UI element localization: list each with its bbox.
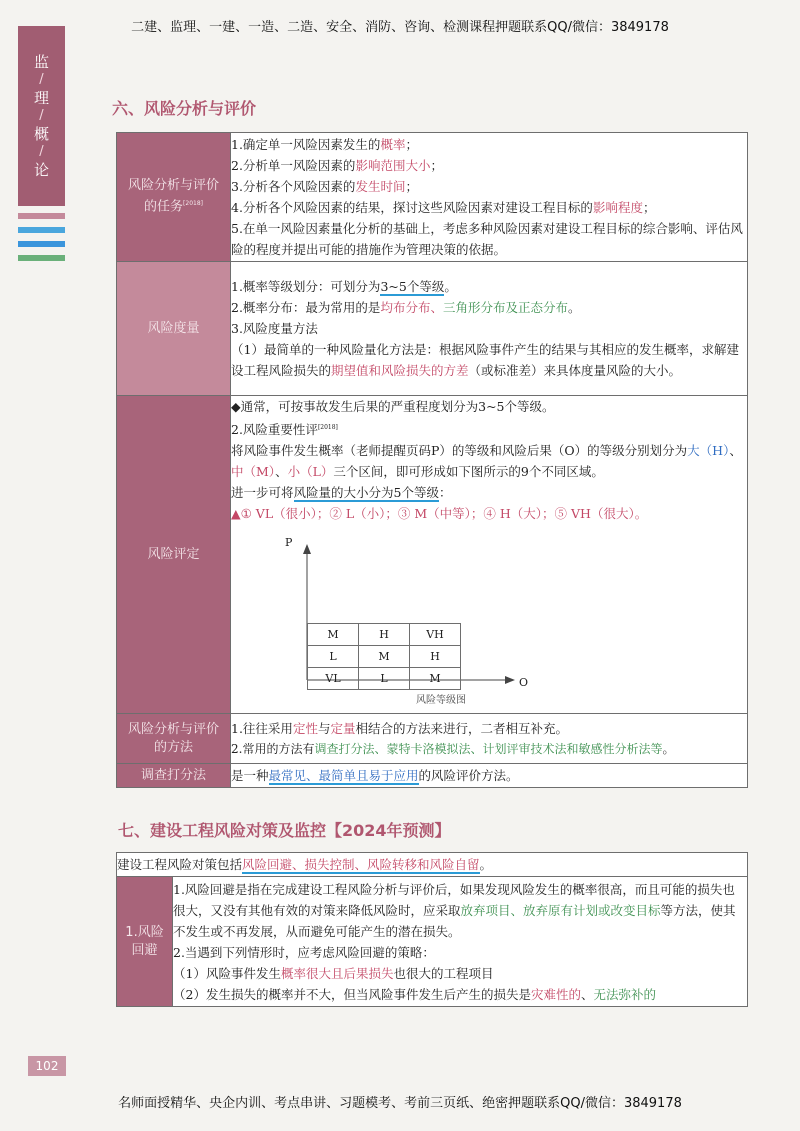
risk-grid xyxy=(307,623,461,690)
tab-stripe-blue xyxy=(18,241,65,247)
underline-highlight: 风险回避、损失控制、风险转移和风险自留 xyxy=(242,857,480,872)
task-item-5: 5.在单一风险因素量化分析的基础上，考虑多种风险因素对建设工程目标的综合影响、评估风险的程度并提出可能的措施作为管理决策的依据。 xyxy=(231,221,743,257)
highlight: 定性 xyxy=(292,720,318,736)
grid-cell: H xyxy=(359,624,410,646)
grid-cell: M xyxy=(359,646,410,668)
x-axis-arrow xyxy=(505,676,515,684)
highlight: 期望值和风险损失的方差 xyxy=(331,363,469,378)
row-label-method xyxy=(117,714,231,764)
highlight: 无法弥补的 xyxy=(593,986,657,1002)
label-line: 风险分析与评价 xyxy=(127,178,219,194)
highlight: 灾难性的 xyxy=(530,986,581,1002)
highlight: 调查打分法、蒙特卡洛模拟法、计划评审技术法和敏感性分析法等 xyxy=(314,741,663,756)
response-intro: 建设工程风险对策包括风险回避、损失控制、风险转移和风险自留。 xyxy=(117,853,748,877)
risk-level-diagram xyxy=(285,532,591,707)
table-row xyxy=(117,764,748,788)
risk-response-table xyxy=(116,852,748,1007)
risk-analysis-table xyxy=(116,132,748,788)
grid-cell: M xyxy=(308,624,359,646)
highlight: 均布分布 xyxy=(380,300,431,315)
year-tag: [2018] xyxy=(183,200,203,208)
grid-cell: L xyxy=(308,646,359,668)
y-axis-arrow xyxy=(303,544,311,554)
underline-highlight: 3~5个等级 xyxy=(380,279,445,294)
label-line: 的方法 xyxy=(153,739,193,755)
row-label-avoid xyxy=(117,877,173,1007)
table-row xyxy=(117,853,748,877)
side-sep: / xyxy=(39,108,44,123)
task-content: 1.确定单一风险因素发生的概率； 2.分析单一风险因素的影响范围大小； 3.分析各个风险因素的发生时间； 4.分析各个风险因素的结果，探讨这些风险因素对建设工程目标的影响程度； 5.在单一风险因素量化分析的基础上，考虑多种风险因素对建设工程目标的综合影响、评估风险的程度并提出可能的措施作为管理决策的依据。 xyxy=(231,133,748,262)
table-row xyxy=(117,714,748,764)
label-line: 回避 xyxy=(131,942,158,958)
underline-highlight: 最常见、最简单且易于应用 xyxy=(268,768,419,783)
highlight: 概率很大且后果损失 xyxy=(280,965,394,981)
bottom-banner: 名师面授精华、央企内训、考点串讲、习题模考、考前三页纸、绝密押题联系QQ/微信：3849178 xyxy=(118,1096,682,1111)
highlight: 影响程度 xyxy=(592,200,643,215)
grid-cell: H xyxy=(410,646,461,668)
highlight: 放弃项目、放弃原有计划或改变目标 xyxy=(460,902,661,918)
survey-content: 是一种最常见、最简单且易于应用的风险评价方法。 xyxy=(231,764,748,788)
measure-content: 1.概率等级划分：可划分为3~5个等级。 2.概率分布：最为常用的是均布分布、三角形分布及正态分布。 3.风险度量方法 （1）最简单的一种风险量化方法是：根据风险事件产生的结果与其相应的发生概率，求解建设工程风险损失的期望值和风险损失的方差（或标准差）来具体度量风险的大小。 xyxy=(231,262,748,396)
year-tag: [2018] xyxy=(317,424,338,431)
highlight: 大（H） xyxy=(687,443,730,459)
y-axis-label: P xyxy=(285,536,293,550)
tab-stripe-pink xyxy=(18,213,65,219)
grid-cell: VH xyxy=(410,624,461,646)
side-char-4: 论 xyxy=(33,161,49,179)
table-row xyxy=(117,133,748,262)
method-content: 1.往往采用定性与定量相结合的方法来进行，二者相互补充。 2.常用的方法有调查打分法、蒙特卡洛模拟法、计划评审技术法和敏感性分析法等。 xyxy=(231,714,748,764)
tab-stripe-blue xyxy=(18,227,65,233)
top-banner: 二建、监理、一建、一造、二造、安全、消防、咨询、检测课程押题联系QQ/微信：3849178 xyxy=(131,20,669,35)
side-char-1: 监 xyxy=(33,53,49,71)
label-line: 1.风险 xyxy=(125,924,164,940)
row-label-survey: 调查打分法 xyxy=(117,764,231,788)
risk-level-list: ▲① VL（很小）；② L（小）；③ M（中等）；④ H（大）；⑤ VH（很大）。 xyxy=(231,506,648,522)
table-row xyxy=(117,877,748,1007)
table-row xyxy=(117,262,748,396)
subject-side-tab xyxy=(18,26,65,206)
highlight: 小（L） xyxy=(287,464,334,480)
side-char-2: 理 xyxy=(33,89,49,107)
grid-cell: M xyxy=(410,668,461,690)
diagram-caption: 风险等级图 xyxy=(416,695,466,707)
row-label-measure: 风险度量 xyxy=(117,262,231,396)
grid-cell: VL xyxy=(308,668,359,690)
label-line: 风险分析与评价 xyxy=(127,721,219,737)
side-sep: / xyxy=(39,72,44,87)
side-char-3: 概 xyxy=(33,125,49,143)
highlight: 概率 xyxy=(380,137,406,152)
grid-cell: L xyxy=(359,668,410,690)
table-row xyxy=(117,396,748,714)
side-sep: / xyxy=(39,144,44,159)
page-number: 102 xyxy=(28,1056,66,1076)
label-line: 的任务 xyxy=(144,199,184,215)
tab-stripe-green xyxy=(18,255,65,261)
evaluate-content: ◆通常，可按事故发生后果的严重程度划分为3~5个等级。 2.风险重要性评[2018] 将风险事件发生概率（老师提醒页码P）的等级和风险后果（O）的等级分别划分为大（H）、中（M）、小（L）三个区间，即可形成如下图所示的9个不同区域。 进一步可将风险量的大小分为5个等级： ▲① VL（很小）；② L（小）；③ M（中等）；④ H（大）；⑤ VH（很大）。 P O M H VH L M H VL L M 风险等级图 xyxy=(231,396,748,714)
highlight: 定量 xyxy=(330,720,356,736)
x-axis-label: O xyxy=(519,676,529,690)
row-label-task xyxy=(117,133,231,262)
row-label-evaluate: 风险评定 xyxy=(117,396,231,714)
underline-highlight: 风险量的大小分为5个等级 xyxy=(293,485,439,501)
section-title-risk-response: 七、建设工程风险对策及监控【2024年预测】 xyxy=(118,821,451,840)
section-title-risk-analysis: 六、风险分析与评价 xyxy=(112,99,257,118)
avoid-content: 1.风险回避是指在完成建设工程风险分析与评价后，如果发现风险发生的概率很高，而且可能的损失也很大，又没有其他有效的对策来降低风险时，应采取放弃项目、放弃原有计划或改变目标等方法，使其不发生或不再发展，从而避免可能产生的潜在损失。 2.当遇到下列情形时，应考虑风险回避的策略： （1）风险事件发生概率很大且后果损失也很大的工程项目 （2）发生损失的概率并不大，但当风险事件发生后产生的损失是灾难性的、无法弥补的 xyxy=(173,877,748,1007)
highlight: 中（M） xyxy=(231,464,276,480)
highlight: 发生时间 xyxy=(355,179,406,194)
highlight: 三角形分布及正态分布 xyxy=(442,300,568,315)
highlight: 影响范围大小 xyxy=(355,158,431,173)
